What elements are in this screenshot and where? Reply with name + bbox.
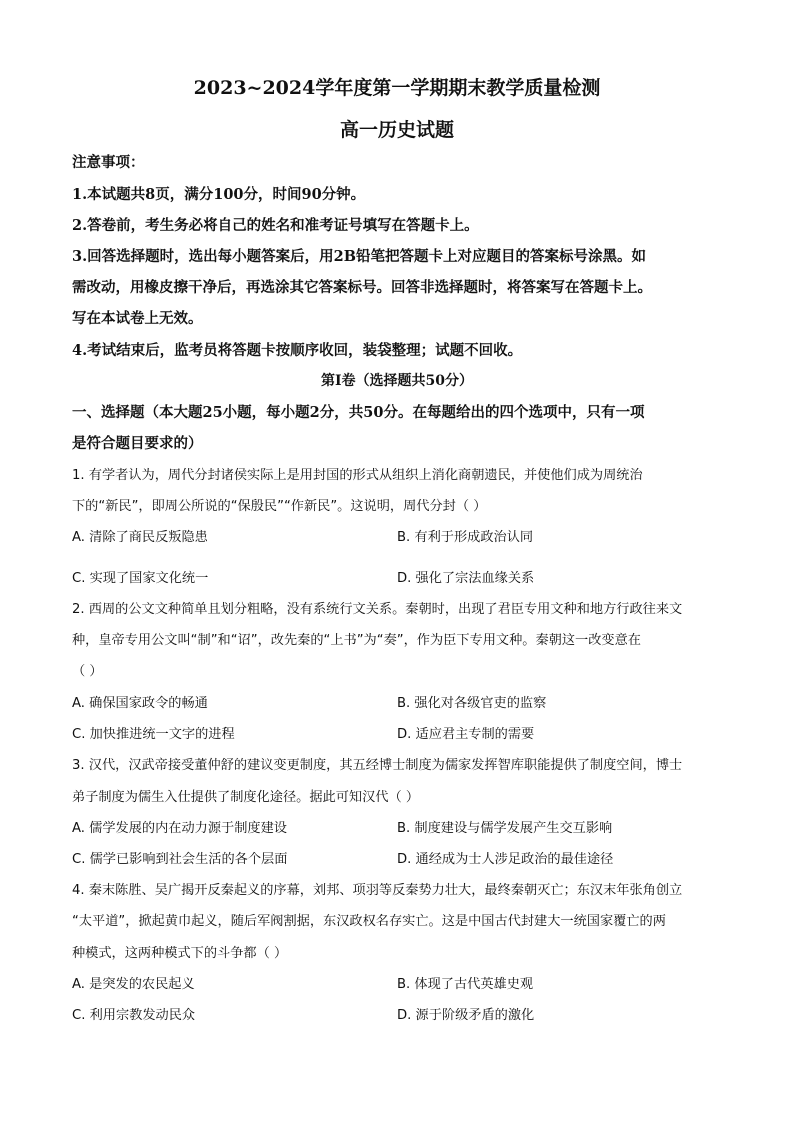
notes-heading: 注意事项： — [72, 154, 145, 171]
question-1-text: 1. 有学者认为，周代分封诸侯实际上是用封国的形式从组织上消化商朝遗民，并使他们成为周统治 — [72, 468, 643, 483]
question-1-option-a: A. 清除了商民反叛隐患 — [72, 530, 208, 545]
note-item: 4.考试结束后，监考员将答题卡按顺序收回，装袋整理；试题不回收。 — [72, 342, 523, 359]
note-item: 需改动，用橡皮擦干净后，再选涂其它答案标号。回答非选择题时，将答案写在答题卡上。 — [72, 279, 652, 296]
question-4-option-d: D. 源于阶级矛盾的激化 — [397, 1008, 535, 1023]
question-2-text: 种，皇帝专用公文叫“制”和“诏”，改先秦的“上书”为“奏”，作为臣下专用文种。秦朝这一改变意在 — [72, 633, 641, 648]
note-item: 写在本试卷上无效。 — [72, 310, 203, 327]
exam-subtitle: 高一历史试题 — [339, 119, 454, 141]
question-2-option-d: D. 适应君主专制的需要 — [397, 727, 535, 742]
question-3-option-a: A. 儒学发展的内在动力源于制度建设 — [72, 821, 287, 836]
section-heading: 是符合题目要求的） — [72, 435, 203, 452]
question-3-text: 3. 汉代，汉武帝接受董仲舒的建议变更制度，其五经博士制度为儒家发挥智库职能提供了制度空间，博士 — [72, 758, 683, 773]
question-1-text: 下的“新民”，即周公所说的“保殷民”“作新民”。这说明，周代分封（ ） — [72, 499, 487, 514]
question-2-option-c: C. 加快推进统一文字的进程 — [72, 727, 235, 742]
question-4-option-b: B. 体现了古代英雄史观 — [397, 977, 534, 992]
question-2-option-a: A. 确保国家政令的畅通 — [72, 696, 208, 711]
exam-title: 2023~2024学年度第一学期期末教学质量检测 — [193, 77, 601, 99]
part-title: 第Ⅰ卷（选择题共50分） — [320, 373, 474, 389]
question-4-text: 4. 秦末陈胜、吴广揭开反秦起义的序幕，刘邦、项羽等反秦势力壮大，最终秦朝灭亡；东汉末年张角创立 — [72, 883, 683, 898]
question-4-text: “太平道”，掀起黄巾起义，随后军阀割据，东汉政权名存实亡。这是中国古代封建大一统国家覆亡的两 — [72, 914, 666, 929]
note-item: 3.回答选择题时，选出每小题答案后，用2B铅笔把答题卡上对应题目的答案标号涂黑。如 — [72, 248, 646, 265]
question-3-text: 弟子制度为儒生入仕提供了制度化途径。据此可知汉代（ ） — [72, 790, 420, 805]
question-3-option-d: D. 通经成为士人涉足政治的最佳途径 — [397, 852, 614, 867]
question-2-text: （ ） — [72, 664, 103, 679]
question-2-option-b: B. 强化对各级官吏的监察 — [397, 696, 547, 711]
question-1-option-b: B. 有利于形成政治认同 — [397, 530, 534, 545]
question-4-text: 种模式，这两种模式下的斗争都（ ） — [72, 946, 288, 961]
question-3-option-b: B. 制度建设与儒学发展产生交互影响 — [397, 821, 613, 836]
question-3-option-c: C. 儒学已影响到社会生活的各个层面 — [72, 852, 288, 867]
note-item: 2.答卷前，考生务必将自己的姓名和准考证号填写在答题卡上。 — [72, 217, 479, 234]
question-4-option-a: A. 是突发的农民起义 — [72, 977, 195, 992]
question-1-option-c: C. 实现了国家文化统一 — [72, 571, 209, 586]
question-1-option-d: D. 强化了宗法血缘关系 — [397, 571, 535, 586]
question-2-text: 2. 西周的公文文种简单且划分粗略，没有系统行文关系。秦朝时，出现了君臣专用文种和地方行政往来文 — [72, 602, 683, 617]
section-heading: 一、选择题（本大题25小题，每小题2分，共50分。在每题给出的四个选项中，只有一项 — [72, 404, 645, 421]
question-4-option-c: C. 利用宗教发动民众 — [72, 1008, 196, 1023]
note-item: 1.本试题共8页，满分100分，时间90分钟。 — [72, 186, 366, 203]
